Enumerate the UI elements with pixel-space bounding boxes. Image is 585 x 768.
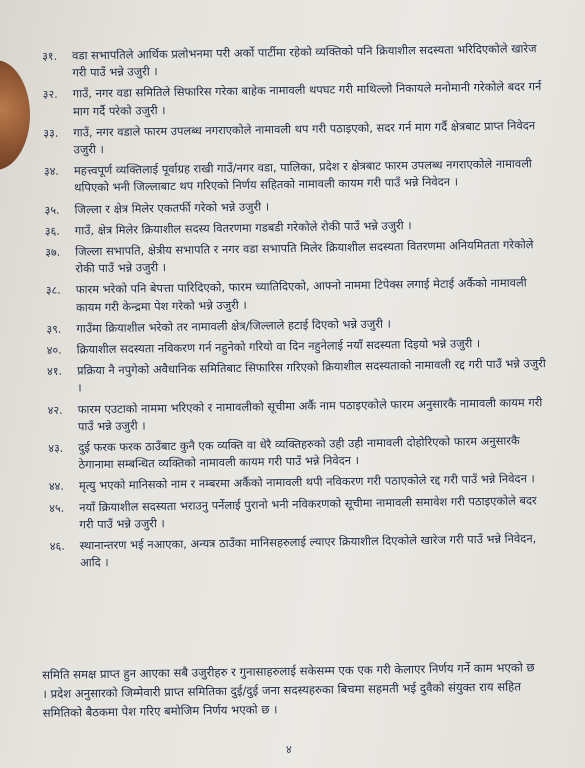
item-text: जिल्ला र क्षेत्र मिलेर एकतर्फी गरेको भन्ने उजुरी । bbox=[74, 199, 270, 217]
list-item bbox=[43, 78, 548, 120]
finger-shadow bbox=[0, 60, 30, 170]
item-number: ३३. bbox=[43, 126, 59, 140]
item-text: वडा सभापतिले आर्थिक प्रलोभनमा परी अर्को पार्टीमा रहेको व्यक्तिको पनि क्रियाशील सदस्यता भरिदिएकोले खारेज गरी पाउँ भन्ने उजुरी । bbox=[72, 41, 537, 80]
item-text: गाउँमा क्रियाशील भरेको तर नामावली क्षेत्र/जिल्लाले हटाई दिएको भन्ने उजुरी । bbox=[76, 316, 391, 336]
item-number: ३४. bbox=[43, 164, 59, 179]
item-text: स्थानान्तरण भई नआएका, अन्यत्र ठाउँका मानिसहरुलाई ल्याएर क्रियाशील दिएकोले खारेज गरी पाउँ भन्ने निवेदन, आदि । bbox=[79, 531, 537, 570]
list-item bbox=[48, 394, 553, 436]
item-number: ४५. bbox=[49, 501, 65, 515]
list-item bbox=[45, 215, 550, 240]
closing-paragraph: समिति समक्ष प्राप्त हुन आएका सबै उजुरीहरु र गुनासाहरुलाई सकेसम्म एक एक गरी केलाएर निर्णय गर्ने काम भएको छ । प्रदेश अनुसारको जिम्मेवारी प्राप्त समितिका दुई/दुई जना सदस्यहरुका बिचमा सहमती भई दुवैको संयुक्त राय सहित समितिको बैठकमा पेश गरिए बमोजिम निर्णय भएको छ । bbox=[42, 659, 535, 720]
list-item bbox=[47, 355, 552, 397]
item-text: फारम एउटाको नाममा भरिएको र नामावलीको सूचीमा अर्कै नाम पठाइएकोले फारम अनुसारकै नामावली कायम गरी पाउँ भन्ने उजुरी । bbox=[77, 394, 543, 434]
item-number: ३५. bbox=[44, 203, 60, 217]
list-item bbox=[46, 274, 551, 316]
list-item bbox=[48, 432, 553, 474]
item-text: क्रियाशील सदस्यता नविकरण गर्न नहुनेको गरियो वा दिन नहुनेलाई नयाँ सदस्यता दिइयो भन्ने उजुरी । bbox=[76, 336, 481, 357]
item-text: प्रक्रिया नै नपुगेको अवैधानिक समितिबाट सिफारिस गरिएको क्रियाशील सदस्यताको नामावली रद्द गरी पाउँ भन्ने उजुरी । bbox=[76, 356, 546, 395]
item-text: नयाँ क्रियाशील सदस्यता भराउनु पर्नेलाई पुरानो भनी नविकरणको सूचीमा नामावली समावेश गरी पठाइएकोले बदर गरी पाउँ भन्ने उजुरी । bbox=[79, 492, 537, 532]
item-number: ४१. bbox=[46, 364, 63, 379]
item-text: गाउँ, क्षेत्र मिलेर क्रियाशील सदस्य वितरणमा गडबडी गरेकोले रोकी पाउँ भन्ने उजुरी । bbox=[74, 218, 412, 238]
complaint-list bbox=[42, 40, 555, 576]
list-item bbox=[50, 530, 555, 572]
list-item bbox=[45, 236, 550, 278]
item-text: गाउँ, नगर वडा समितिले सिफारिस गरेका बाहेक नामावली थपघट गरी माथिल्लो निकायले मनोमानी गरेकोले बदर गर्न माग गर्दै परेको उजुरी । bbox=[72, 79, 542, 119]
list-item bbox=[44, 194, 549, 219]
item-number: ३९. bbox=[46, 322, 62, 336]
item-number: ४०. bbox=[46, 343, 62, 358]
item-text: जिल्ला सभापति, क्षेत्रीय सभापति र नगर वडा सभापति मिलेर क्रियाशील सदस्यता वितरणमा अनियमितता गरेकोले रोकी पाउँ भन्ने उजुरी । bbox=[75, 237, 534, 276]
list-item bbox=[47, 334, 552, 359]
item-number: ३२. bbox=[42, 88, 58, 102]
list-item bbox=[49, 492, 554, 534]
item-number: ४२. bbox=[47, 403, 63, 417]
list-item bbox=[44, 155, 549, 197]
list-item bbox=[46, 313, 551, 338]
item-text: दुई फरक फरक ठाउँबाट कुनै एक व्यक्ति वा धेरै व्यक्तिहरुको उही उही नामावली दोहोरिएको फारम अनुसारकै ठेगानामा सम्बन्धित व्यक्तिको नामावली कायम गरी पाउँ भन्ने निवेदन । bbox=[78, 433, 520, 472]
page-number: ४ bbox=[286, 743, 292, 756]
item-text: मृत्यु भएको मानिसको नाम र नम्बरमा अर्कैको नामावली थपी नविकरण गरी पठाएकोले रद्द गरी पाउँ भन्ने निवेदन । bbox=[78, 471, 535, 493]
list-item bbox=[49, 470, 554, 495]
item-number: ४४. bbox=[48, 480, 64, 494]
item-number: ३६. bbox=[44, 224, 60, 238]
item-text: महत्त्वपूर्ण व्यक्तिलाई पूर्वाग्रह राखी गाउँ/नगर वडा, पालिका, प्रदेश र क्षेत्रबाट फारम उपलब्ध नगराएकोले नामावली थपिएको भनी जिल्लाबाट थप गरिएको निर्णय सहितको नामावली कायम गरी पाउँ भन्ने निवेदन । bbox=[73, 156, 532, 195]
item-number: ४३. bbox=[48, 441, 64, 456]
item-number: ३८. bbox=[45, 284, 61, 298]
item-number: ३१. bbox=[42, 49, 58, 63]
item-text: गाउँ, नगर वडाले फारम उपलब्ध नगराएकोले नामावली थप गरी पठाइएको, सदर गर्न माग गर्दै क्षेत्रबाट प्राप्त निवेदन उजुरी । bbox=[73, 118, 536, 157]
item-number: ४६. bbox=[49, 539, 65, 554]
list-item bbox=[42, 40, 547, 82]
list-item bbox=[43, 117, 548, 159]
item-text: फारम भरेको पनि बेपत्ता पारिदिएको, फारम च्यातिदिएको, आफ्नो नाममा टिपेक्स लगाई मेटाई अर्कैको नामावली कायम गरी केन्द्रमा पेश गरेको भन्ने उजुरी । bbox=[75, 275, 527, 315]
item-number: ३७. bbox=[45, 245, 61, 260]
